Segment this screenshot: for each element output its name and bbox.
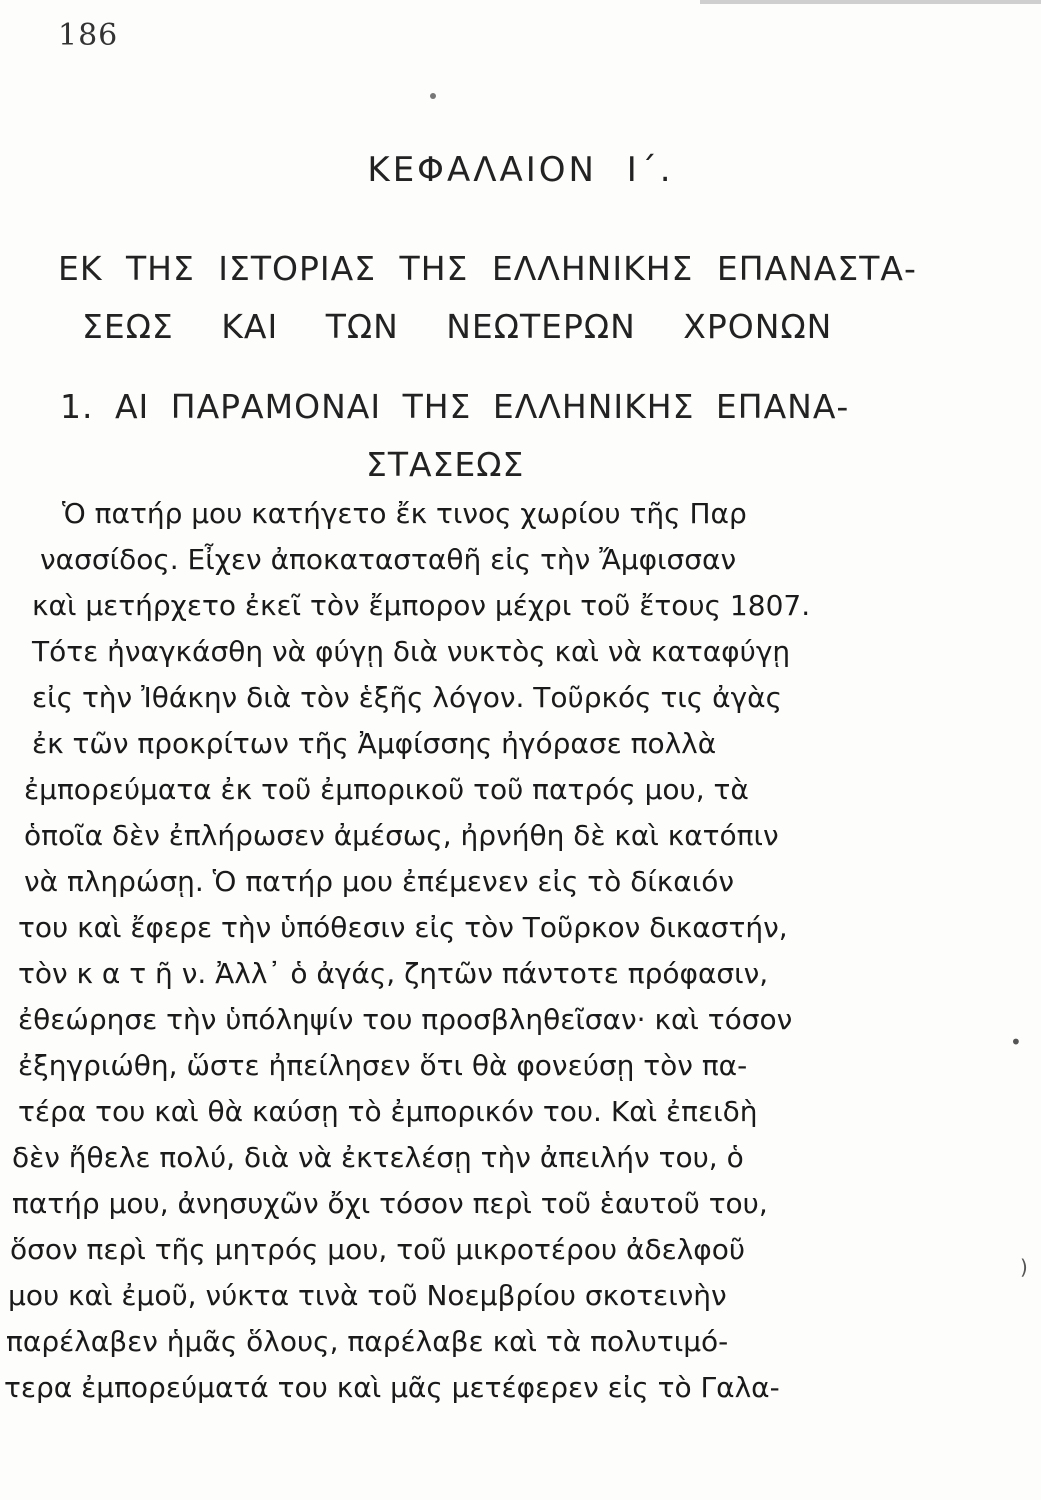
body-line: τὸν κ α τ ῆ ν. Ἀλλ᾽ ὁ ἀγάς, ζητῶν πάντοτε πρόφασιν, — [18, 957, 769, 990]
section-title-line-1: ΕΚ ΤΗΣ ΙΣΤΟΡΙΑΣ ΤΗΣ ΕΛΛΗΝΙΚΗΣ ΕΠΑΝΑΣΤΑ- — [58, 249, 917, 288]
body-line: ὁποῖα δὲν ἐπλήρωσεν ἀμέσως, ἠρνήθη δὲ καὶ κατόπιν — [24, 819, 779, 852]
body-line: ἐμπορεύματα ἐκ τοῦ ἐμπορικοῦ τοῦ πατρός μου, τὰ — [24, 773, 749, 806]
body-line: του καὶ ἔφερε τὴν ὑπόθεσιν εἰς τὸν Τοῦρκον δικαστήν, — [18, 911, 788, 944]
body-line: Ὁ πατήρ μου κατήγετο ἔκ τινος χωρίου τῆς Παρ — [62, 497, 747, 530]
body-line: Τότε ἠναγκάσθη νὰ φύγῃ διὰ νυκτὸς καὶ νὰ καταφύγῃ — [32, 635, 791, 668]
subsection-title-line-1: 1. ΑΙ ΠΑΡΑΜΟΝΑΙ ΤΗΣ ΕΛΛΗΝΙΚΗΣ ΕΠΑΝΑ- — [60, 387, 850, 426]
margin-speck: • — [1010, 1030, 1022, 1054]
body-line: καὶ μετήρχετο ἐκεῖ τὸν ἔμπορον μέχρι τοῦ ἔτους 1807. — [32, 589, 811, 622]
subsection-title-line-2: ΣΤΑΣΕΩΣ — [366, 445, 525, 484]
body-line: εἰς τὴν Ἰθάκην διὰ τὸν ἑξῆς λόγον. Τοῦρκός τις ἀγὰς — [32, 681, 783, 714]
body-line: ἐθεώρησε τὴν ὑπόληψίν του προσβληθεῖσαν· καὶ τόσον — [18, 1003, 793, 1036]
body-line: παρέλαβεν ἡμᾶς ὅλους, παρέλαβε καὶ τὰ πολυτιμό- — [6, 1325, 729, 1358]
top-edge-rule — [700, 0, 1041, 4]
body-line: μου καὶ ἐμοῦ, νύκτα τινὰ τοῦ Νοεμβρίου σκοτεινὴν — [8, 1279, 727, 1312]
body-line: ἐκ τῶν προκρίτων τῆς Ἀμφίσσης ἠγόρασε πολλὰ — [32, 727, 717, 760]
body-line: τέρα του καὶ θὰ καύσῃ τὸ ἐμπορικόν του. Καὶ ἐπειδὴ — [18, 1095, 758, 1128]
body-line: τερα ἐμπορεύματά του καὶ μᾶς μετέφερεν εἰς τὸ Γαλα- — [4, 1371, 780, 1404]
section-title-line-2: ΣΕΩΣ ΚΑΙ ΤΩΝ ΝΕΩΤΕΡΩΝ ΧΡΟΝΩΝ — [82, 307, 833, 346]
ink-dot — [430, 93, 436, 99]
chapter-title: ΚΕΦΑΛΑΙΟΝ Ι΄. — [367, 150, 674, 190]
body-line: πατήρ μου, ἀνησυχῶν ὄχι τόσον περὶ τοῦ ἑαυτοῦ του, — [12, 1187, 768, 1220]
body-line: ὅσον περὶ τῆς μητρός μου, τοῦ μικροτέρου ἀδελφοῦ — [10, 1233, 746, 1266]
margin-bracket-mark: ) — [1020, 1255, 1028, 1279]
subsection-title — [60, 378, 1000, 494]
body-line: δὲν ἤθελε πολύ, διὰ νὰ ἐκτελέσῃ τὴν ἀπειλήν του, ὁ — [12, 1141, 744, 1174]
section-title — [40, 240, 1000, 356]
body-line: ἐξηγριώθη, ὥστε ἠπείλησεν ὅτι θὰ φονεύσῃ τὸν πα- — [18, 1049, 748, 1082]
body-line: νὰ πληρώσῃ. Ὁ πατήρ μου ἐπέμενεν εἰς τὸ δίκαιόν — [24, 865, 735, 898]
body-line: νασσίδος. Εἶχεν ἀποκατασταθῆ εἰς τὴν Ἄμφισσαν — [40, 543, 737, 576]
page-number: 186 — [58, 18, 119, 53]
